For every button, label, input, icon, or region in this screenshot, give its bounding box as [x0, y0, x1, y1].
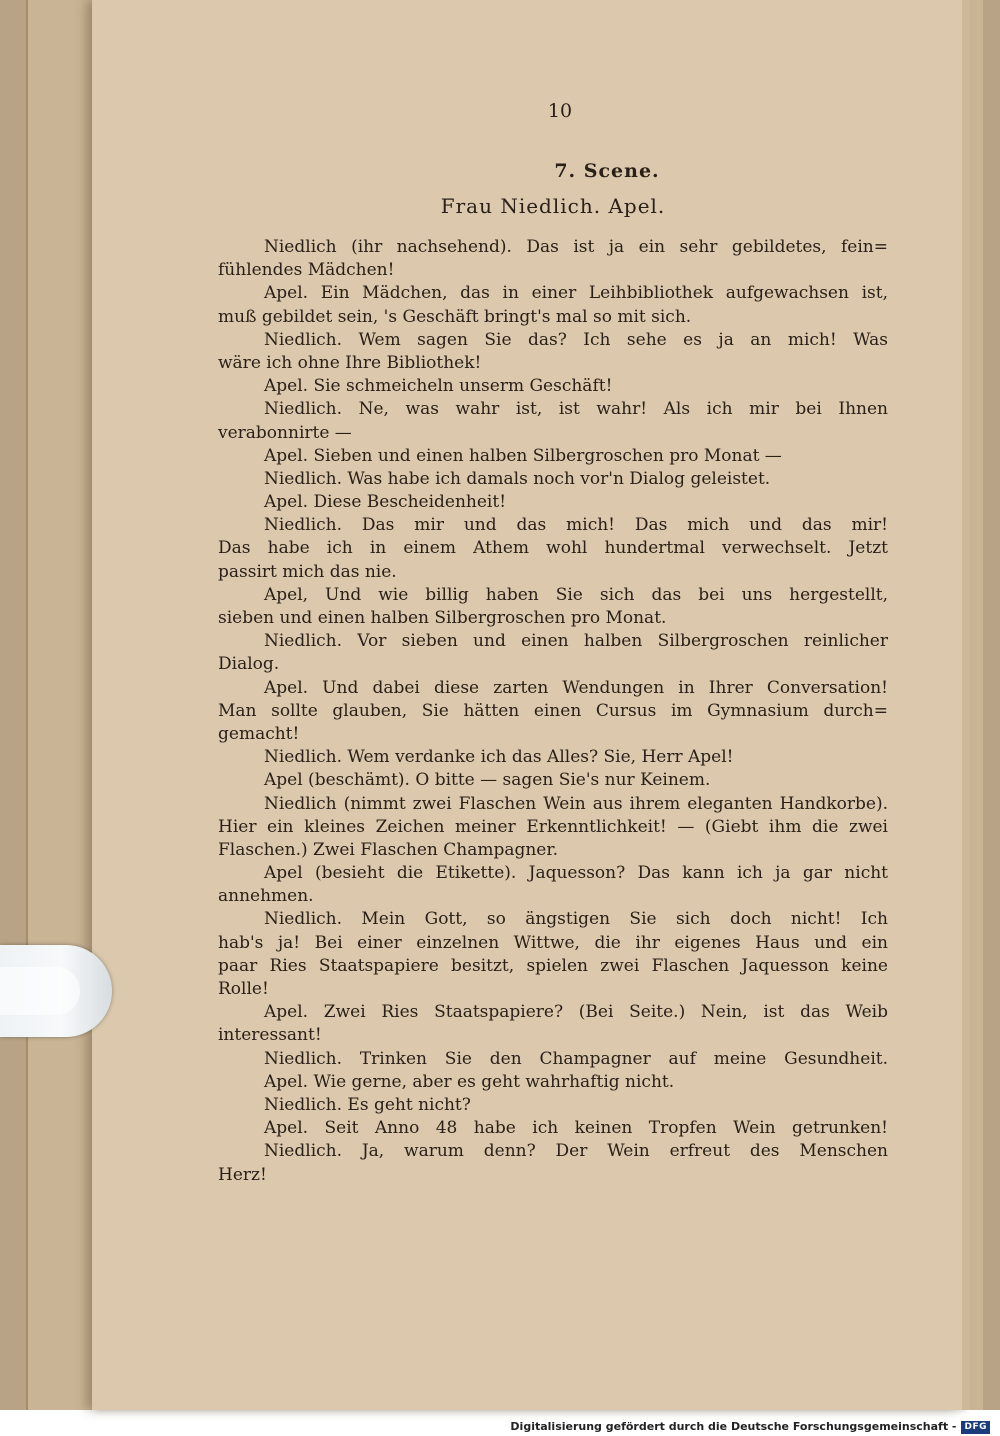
- text-line: Apel. Und dabei diese zarten Wendungen in Ihrer Conversation!: [264, 677, 888, 698]
- text-line: gemacht!: [218, 723, 300, 744]
- text-line: Niedlich. Wem sagen Sie das? Ich sehe es ja an mich! Was: [264, 329, 888, 350]
- text-line: Niedlich (nimmt zwei Flaschen Wein aus ihrem eleganten Handkorbe).: [264, 793, 888, 814]
- text-line: Apel, Und wie billig haben Sie sich das bei uns hergestellt,: [264, 584, 888, 605]
- text-line: Rolle!: [218, 979, 269, 999]
- text-line: Apel. Wie gerne, aber es geht wahrhaftig nicht.: [264, 1071, 675, 1092]
- text-line: paar Ries Staatspapiere besitzt, spielen zwei Flaschen Jaquesson keine: [218, 955, 888, 976]
- text-line: Dialog.: [218, 654, 280, 675]
- text-line: Niedlich. Ja, warum denn? Der Wein erfreut des Menschen: [264, 1141, 888, 1162]
- text-line: Herz!: [218, 1164, 267, 1185]
- dfg-logo: DFG: [961, 1421, 990, 1434]
- text-line: interessant!: [218, 1025, 322, 1046]
- text-line: Niedlich. Das mir und das mich! Das mich und das mir!: [264, 515, 888, 536]
- text-line: fühlendes Mädchen!: [218, 260, 395, 281]
- text-line: Niedlich. Wem verdanke ich das Alles? Sie, Herr Apel!: [264, 747, 734, 768]
- text-line: Niedlich. Was habe ich damals noch vor'n Dialog geleistet.: [264, 468, 771, 489]
- text-line: Niedlich. Vor sieben und einen halben Silbergroschen reinlicher: [264, 631, 888, 652]
- text-line: Apel. Ein Mädchen, das in einer Leihbibliothek aufgewachsen ist,: [264, 283, 888, 304]
- text-line: sieben und einen halben Silbergroschen pro Monat.: [218, 608, 667, 628]
- text-line: Apel (beschämt). O bitte — sagen Sie's nur Keinem.: [264, 770, 711, 791]
- text-line: Niedlich. Mein Gott, so ängstigen Sie sich doch nicht! Ich: [264, 909, 888, 930]
- scene-title: 7. Scene.: [554, 160, 660, 182]
- text-line: wäre ich ohne Ihre Bibliothek!: [218, 352, 482, 373]
- text-line: verabonnirte —: [218, 422, 352, 443]
- text-line: Niedlich. Es geht nicht?: [264, 1094, 471, 1115]
- text-line: passirt mich das nie.: [218, 561, 397, 582]
- page-clip: [0, 945, 112, 1037]
- text-line: Niedlich. Ne, was wahr ist, ist wahr! Als ich mir bei Ihnen: [264, 399, 888, 420]
- page-edge: [962, 0, 970, 1410]
- text-line: Hier ein kleines Zeichen meiner Erkenntlichkeit! — (Giebt ihm die zwei: [218, 816, 888, 837]
- text-line: Apel. Zwei Ries Staatspapiere? (Bei Seite.) Nein, ist das Weib: [264, 1002, 888, 1023]
- footer: [510, 1418, 990, 1436]
- text-line: Man sollte glauben, Sie hätten einen Cursus im Gymnasium durch=: [218, 700, 888, 721]
- text-line: Das habe ich in einem Athem wohl hundertmal verwechselt. Jetzt: [218, 538, 888, 559]
- scene-characters: Frau Niedlich. Apel.: [440, 194, 666, 218]
- text-line: annehmen.: [218, 886, 314, 907]
- text-line: Apel. Diese Bescheidenheit!: [264, 492, 507, 513]
- text-line: Flaschen.) Zwei Flaschen Champagner.: [218, 839, 559, 860]
- text-line: Niedlich (ihr nachsehend). Das ist ja ein sehr gebildetes, fein=: [264, 237, 888, 257]
- text-line: Apel. Sie schmeicheln unserm Geschäft!: [264, 376, 613, 397]
- dialogue-text: [218, 236, 888, 1187]
- text-line: hab's ja! Bei einer einzelnen Wittwe, die ihr eigenes Haus und ein: [218, 932, 888, 953]
- text-line: muß gebildet sein, 's Geschäft bringt's mal so mit sich.: [218, 306, 692, 327]
- text-line: Apel. Seit Anno 48 habe ich keinen Tropfen Wein getrunken!: [264, 1118, 888, 1139]
- page-clip-highlight: [0, 967, 80, 1015]
- text-line: Apel (besieht die Etikette). Jaquesson? Das kann ich ja gar nicht: [264, 863, 888, 884]
- text-line: Apel. Sieben und einen halben Silbergroschen pro Monat —: [264, 445, 782, 466]
- page-number: 10: [547, 100, 573, 122]
- footer-credit: Digitalisierung gefördert durch die Deutsche Forschungsgemeinschaft -: [510, 1420, 957, 1433]
- text-line: Niedlich. Trinken Sie den Champagner auf meine Gesundheit.: [264, 1048, 888, 1069]
